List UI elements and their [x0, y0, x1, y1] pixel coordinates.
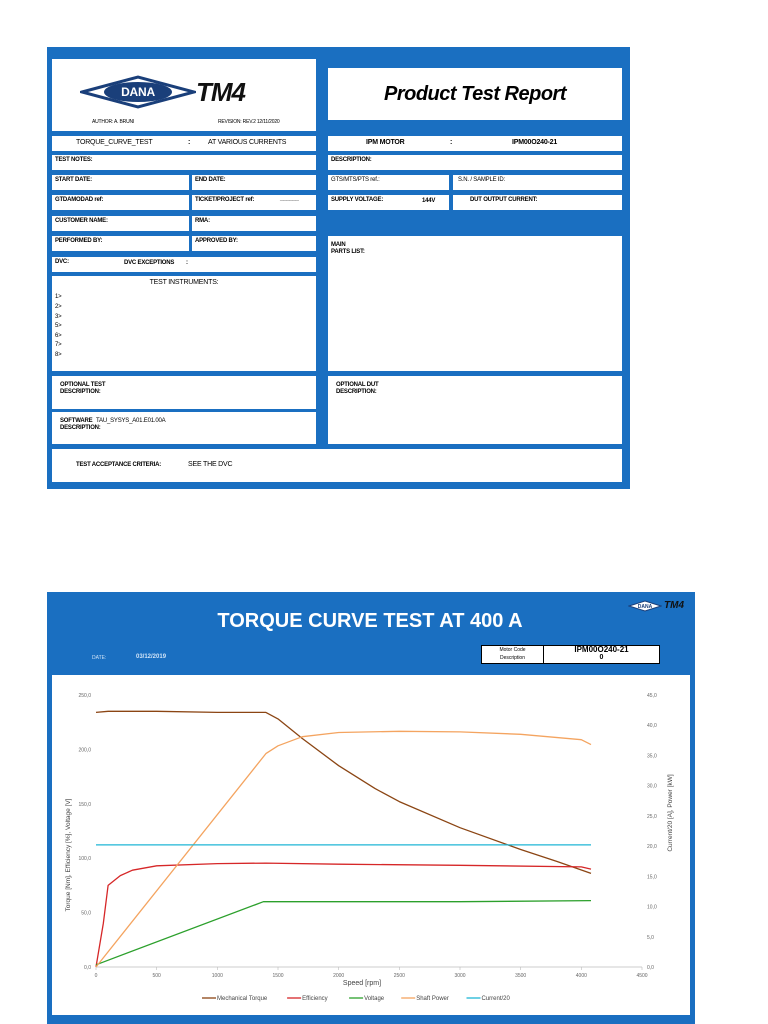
end-date-label: END DATE:: [195, 177, 226, 183]
approved-box: [192, 236, 316, 251]
test-condition: AT VARIOUS CURRENTS: [208, 139, 287, 146]
y2-tick-label: 15,0: [647, 874, 657, 881]
y-tick-label: 150,0: [78, 801, 91, 808]
y-tick-label: 0,0: [84, 965, 91, 971]
performed-label: PERFORMED BY:: [55, 238, 103, 244]
dvc-exceptions-colon: :: [186, 260, 188, 266]
x-tick-label: 4000: [575, 973, 587, 979]
gtdamodad-label: GTDAMODAD ref:: [55, 197, 104, 203]
ticket-box: [192, 195, 316, 210]
efficiency-line: [96, 863, 591, 967]
legend-label-voltage: Voltage: [364, 996, 385, 1002]
supply-voltage-box: [328, 195, 449, 210]
logo-box: [52, 59, 316, 131]
acceptance-box: [52, 449, 622, 482]
shaft-power-line: [96, 731, 591, 967]
rma-box: [192, 216, 316, 231]
description-value: 0: [599, 654, 604, 661]
rma-label: RMA:: [195, 218, 210, 224]
y-tick-label: 200,0: [78, 747, 91, 754]
motor-box: [328, 136, 622, 151]
performed-box: [52, 236, 189, 251]
author: AUTHOR: A. BRUNI: [92, 119, 135, 125]
test-name: TORQUE_CURVE_TEST: [76, 139, 153, 146]
x-tick-label: 3500: [515, 973, 527, 979]
x-tick-label: 4500: [636, 973, 648, 979]
instrument-item: 2>: [55, 303, 62, 310]
test-notes-label: TEST NOTES:: [55, 157, 93, 163]
gts-label: GTS/MTS/PTS ref.:: [331, 177, 380, 183]
optional-test-box: [52, 376, 316, 409]
motor-code-table: [481, 645, 660, 664]
description-label-chart: Description: [499, 655, 525, 661]
software-label-1: SOFTWARE: [60, 418, 93, 424]
y-tick-label: 100,0: [78, 856, 91, 863]
optional-test-label-1: OPTIONAL TEST: [60, 382, 106, 388]
test-instruments-title: TEST INSTRUMENTS:: [149, 279, 219, 286]
dut-current-box: [453, 195, 622, 210]
software-label-2: DESCRIPTION:: [60, 425, 101, 432]
y-axis-label: Torque [Nm], Efficiency [%], Voltage [V]: [65, 798, 72, 912]
x-axis-label: Speed [rpm]: [342, 980, 382, 987]
dut-current-label: DUT OUTPUT CURRENT:: [470, 197, 538, 203]
motor-colon: :: [450, 139, 453, 146]
x-tick-label: 2000: [333, 973, 345, 979]
motor-code: IPM00O240-21: [512, 139, 558, 146]
optional-dut-box: [328, 376, 622, 444]
test-instruments-box: [52, 276, 316, 371]
test-name-box: [52, 136, 316, 151]
x-tick-label: 1000: [211, 973, 223, 979]
acceptance-label: TEST ACCEPTANCE CRITERIA:: [76, 462, 162, 468]
start-date-label: START DATE:: [55, 177, 92, 183]
instrument-item: 3>: [55, 313, 62, 320]
test-notes-box: [52, 155, 316, 170]
y2-axis-label: Current/20 [A], Power [kW]: [667, 774, 674, 852]
chart-area: [52, 675, 690, 1015]
y-tick-label: 50,0: [81, 910, 91, 917]
end-date-box: [192, 175, 316, 190]
y2-tick-label: 0,0: [647, 965, 654, 971]
software-box: [52, 412, 316, 444]
motor-label: IPM MOTOR: [366, 139, 405, 146]
y2-tick-label: 45,0: [647, 693, 657, 699]
y2-tick-label: 10,0: [647, 904, 657, 911]
x-tick-label: 2500: [393, 973, 405, 979]
dana-mini-logo-text: DANA: [637, 604, 653, 610]
main-parts-label-2: PARTS LIST:: [331, 249, 365, 256]
supply-voltage-value: 144V: [422, 198, 436, 204]
tm4-mini-logo: TM4: [664, 600, 684, 611]
dvc-box: [52, 257, 316, 272]
x-tick-label: 500: [152, 973, 161, 979]
instrument-item: 7>: [55, 342, 62, 349]
dana-logo: [80, 75, 196, 109]
optional-test-label-2: DESCRIPTION:: [60, 389, 101, 396]
y2-tick-label: 25,0: [647, 813, 657, 820]
sn-box: [453, 175, 622, 190]
date-value: 03/12/2019: [136, 654, 167, 660]
test-name-colon: :: [188, 139, 191, 146]
revision: REVISION: REV.2 12/11/2020: [218, 119, 280, 125]
dana-mini-logo: [628, 600, 662, 612]
x-tick-label: 3000: [454, 973, 466, 979]
sn-label: S.N. / SAMPLE ID:: [458, 177, 505, 183]
y2-tick-label: 5,0: [647, 934, 654, 941]
y2-tick-label: 35,0: [647, 753, 657, 760]
y2-tick-label: 30,0: [647, 783, 657, 790]
x-tick-label: 0: [94, 973, 98, 979]
acceptance-value: SEE THE DVC: [188, 461, 233, 468]
start-date-box: [52, 175, 189, 190]
instrument-list: [55, 293, 313, 360]
report-title: Product Test Report: [384, 83, 566, 105]
customer-box: [52, 216, 189, 231]
gts-box: [328, 175, 449, 190]
optional-dut-label-1: OPTIONAL DUT: [336, 382, 379, 388]
chart-title: TORQUE CURVE TEST AT 400 A: [217, 610, 523, 632]
dvc-label: DVC:: [55, 259, 69, 265]
motor-code-label: Motor Code: [499, 647, 526, 653]
date-label: DATE:: [92, 655, 107, 661]
motor-code-value: IPM00O240-21: [574, 645, 629, 654]
ticket-blank: ______: [280, 196, 299, 202]
approved-label: APPROVED BY:: [195, 238, 238, 244]
title-box: [328, 68, 622, 120]
y-tick-label: 250,0: [78, 693, 91, 699]
instrument-item: 1>: [55, 294, 62, 301]
legend-label-shaft-power: Shaft Power: [416, 996, 449, 1002]
dvc-exceptions-label: DVC EXCEPTIONS: [124, 260, 175, 266]
tm4-logo: TM4: [196, 77, 245, 107]
legend-label-mechanical-torque: Mechanical Torque: [217, 996, 268, 1002]
mechanical-torque-line: [96, 711, 591, 873]
instrument-item: 6>: [55, 332, 62, 339]
main-parts-label-1: MAIN: [331, 242, 346, 248]
customer-label: CUSTOMER NAME:: [55, 218, 108, 224]
y2-tick-label: 40,0: [647, 723, 657, 730]
legend-label-current-20: Current/20: [481, 996, 510, 1002]
dana-logo-text: DANA: [121, 85, 155, 99]
supply-voltage-label: SUPPLY VOLTAGE:: [331, 197, 384, 203]
x-tick-label: 1500: [272, 973, 284, 979]
optional-dut-label-2: DESCRIPTION:: [336, 389, 377, 396]
description-box: [328, 155, 622, 170]
instrument-item: 5>: [55, 323, 62, 330]
instrument-item: 8>: [55, 351, 62, 358]
description-label: DESCRIPTION:: [331, 157, 372, 163]
main-parts-box: [328, 236, 622, 371]
voltage-line: [96, 901, 591, 965]
legend-label-efficiency: Efficiency: [302, 996, 328, 1002]
software-value: TAU_SYSYS_A01.E01.00A: [96, 418, 166, 424]
chart-logo: [628, 598, 690, 616]
gtdamodad-box: [52, 195, 189, 210]
torque-curve-chart: [52, 675, 690, 1015]
y2-tick-label: 20,0: [647, 844, 657, 851]
ticket-label: TICKET/PROJECT ref:: [195, 197, 255, 203]
